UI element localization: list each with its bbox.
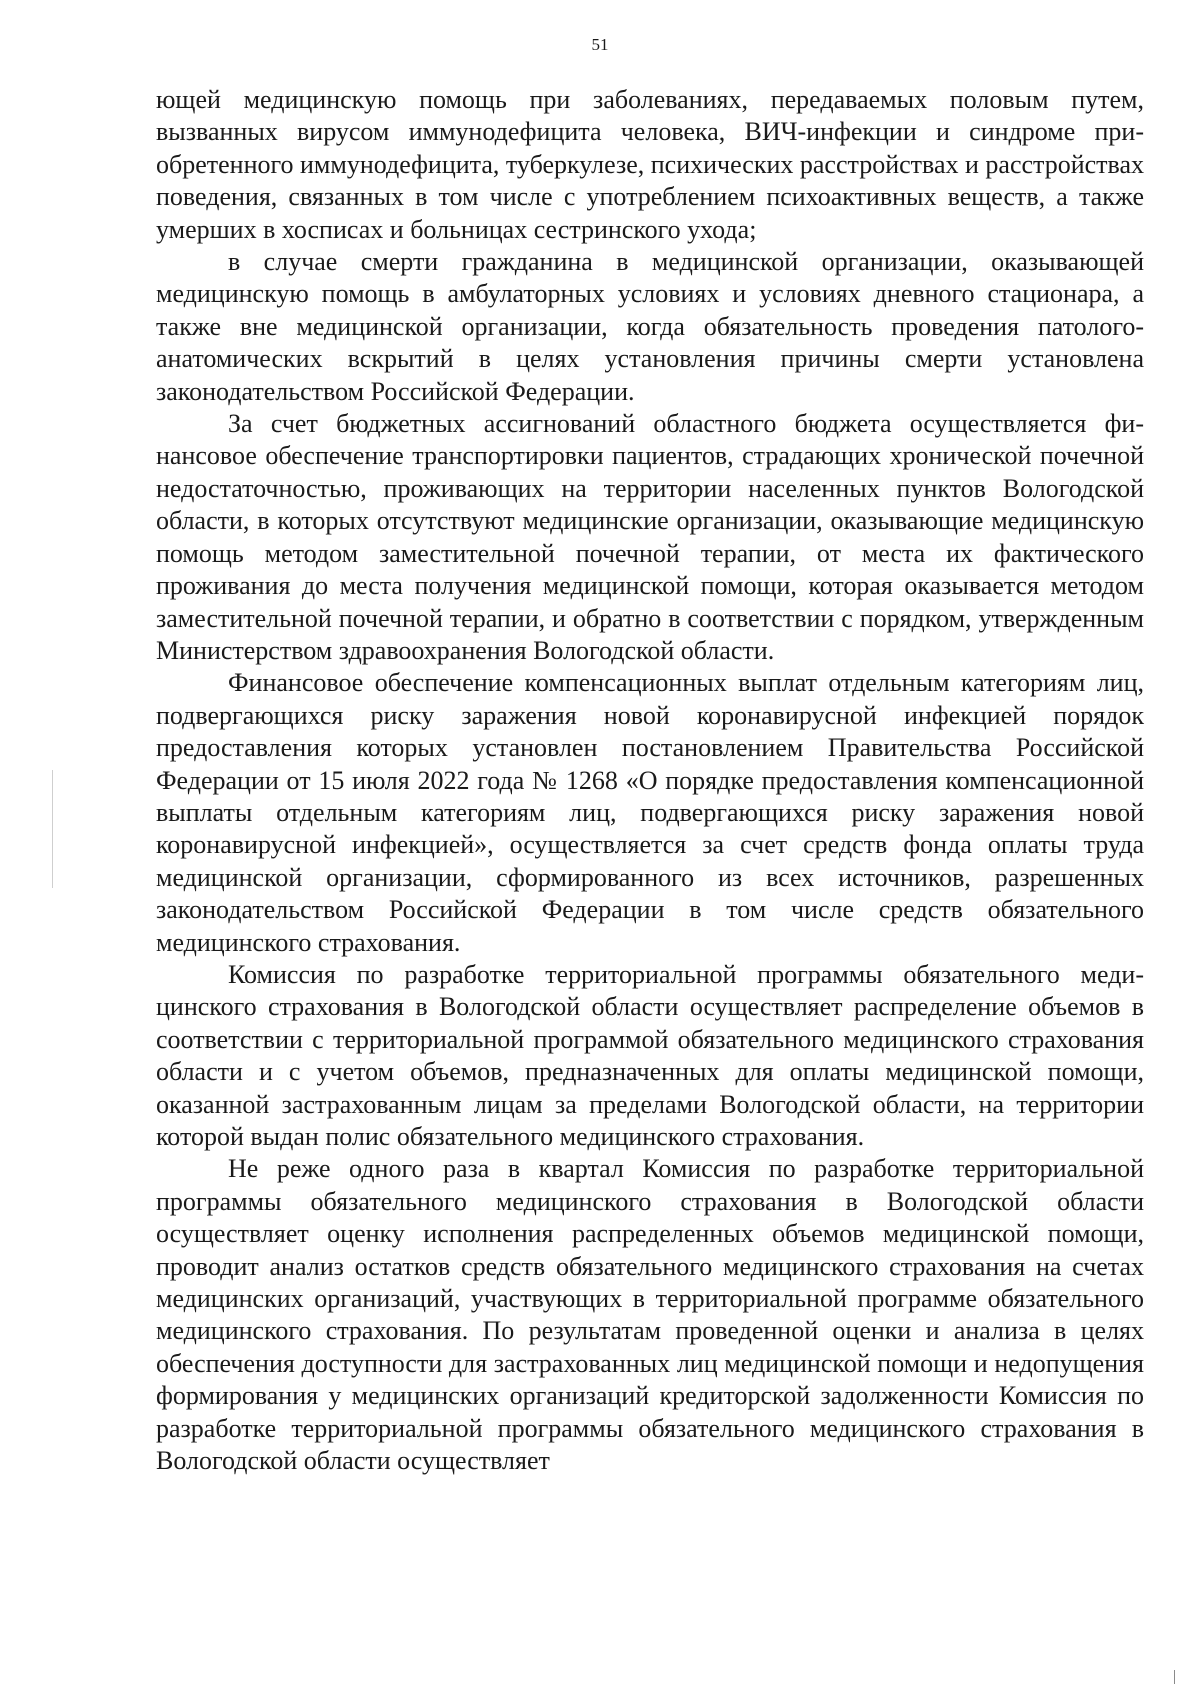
- paragraph-dialysis-transport: За счет бюджетных ассигнований областного бюджета осуществляется финансовое обеспечение транспортировки пациентов, страдающих хронической почечной недостаточностью, проживающих на территории населенных пунктов Вологодской области, в которых отсутствуют медицинские организации, оказывающие медицинскую помощь методом заместительной почечной терапии, от места их фактического проживания до места получения медицинской помощи, которая оказывается методом заместительной почечной терапии, и обратно в соответствии с порядком, утвержденным Министерством здравоохранения Вологодской области.: [156, 409, 1144, 665]
- paragraph-continuation: ющей медицинскую помощь при заболеваниях, передаваемых половым путем, вызванных вирусом иммунодефицита человека, ВИЧ-инфекции и синдроме приобретенного иммунодефицита, туберкулезе, психических расстройствах и расстройствах поведения, связанных в том числе с употреблением психоактивных веществ, а также умерших в хосписах и больницах сестринского ухода;: [156, 85, 1144, 244]
- scan-corner-mark: [1174, 1670, 1175, 1684]
- paragraph-quarterly-assessment: Не реже одного раза в квартал Комиссия по разработке территориальной программы обязательного медицинского страхования в Вологодской области осуществляет оценку исполнения распределенных объемов медицинской помощи, проводит анализ остатков средств обязательного медицинского страхования на счетах медицинских организаций, участвующих в территориальной программе обязательного медицинского страхования. По результатам проведенной оценки и анализа в целях обеспечения доступности для застрахованных лиц медицинской помощи и недопущения формирования у медицинских организаций кредиторской задолженности Комиссия по разработке территориальной программы обязательного медицинского страхования в Вологодской области осуществляет: [156, 1154, 1144, 1476]
- paragraph-covid-compensation: Финансовое обеспечение компенсационных выплат отдельным категориям лиц, подвергающихся риску заражения новой коронавирусной инфекцией порядок предоставления которых установлен постановлением Правительства Российской Федерации от 15 июля 2022 года № 1268 «О порядке предоставления компенсационной выплаты отдельным категориям лиц, подвергающихся риску заражения новой коронавирусной инфекцией», осуществляется за счет средств фонда оплаты труда медицинской организации, сформированного из всех источников, разрешенных законодательством Российской Федерации в том числе средств обязательного медицинского страхования.: [156, 668, 1144, 957]
- paragraph-death-autopsy: в случае смерти гражданина в медицинской организации, оказывающей медицинскую помощь в амбулаторных условиях и условиях дневного стационара, а также вне медицинской организации, когда обязательность проведения патолого-анатомических вскрытий в целях установления причины смерти установлена законодательством Российской Федерации.: [156, 247, 1144, 406]
- page-number: 51: [591, 35, 609, 54]
- scan-margin-mark: [52, 770, 53, 888]
- paragraph-commission-distribution: Комиссия по разработке территориальной программы обязательного медицинского страхования в Вологодской области осуществляет распределение объемов в соответствии с территориальной программой обязательного медицинского страхования области и с учетом объемов, предназначенных для оплаты медицинской помощи, оказанной застрахованным лицам за пределами Вологодской области, на территории которой выдан полис обязательного медицинского страхования.: [156, 959, 1144, 1151]
- document-body: [156, 84, 1144, 1477]
